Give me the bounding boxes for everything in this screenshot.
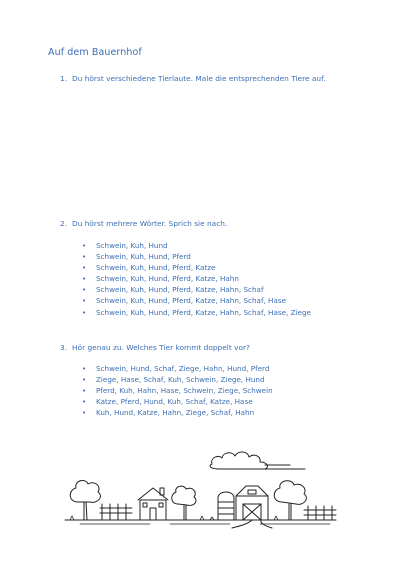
bullet: • — [82, 408, 87, 418]
task-1-number: 1. — [60, 74, 68, 83]
farm-illustration — [60, 440, 340, 530]
list-item — [82, 240, 311, 251]
bullet: • — [82, 263, 87, 273]
bullet: • — [82, 397, 87, 407]
bullet: • — [82, 285, 87, 295]
list-item-text: Schwein, Kuh, Hund, Pferd, Katze, Hahn, Schaf — [96, 285, 264, 295]
list-item — [82, 284, 311, 295]
list-item — [82, 273, 311, 284]
list-item-text: Schwein, Kuh, Hund, Pferd, Katze — [96, 263, 216, 273]
list-item-text: Schwein, Kuh, Hund, Pferd, Katze, Hahn, Schaf, Hase — [96, 296, 287, 306]
farmhouse — [138, 488, 168, 520]
task-3-word-list — [82, 363, 273, 418]
bullet: • — [82, 386, 87, 396]
list-item — [82, 262, 311, 273]
task-1 — [60, 73, 360, 84]
task-2-number: 2. — [60, 219, 68, 228]
bullet: • — [82, 252, 87, 262]
list-item — [82, 407, 273, 418]
task-2-instruction: Du hörst mehrere Wörter. Sprich sie nach. — [72, 219, 228, 228]
bullet: • — [82, 274, 87, 284]
bullet: • — [82, 241, 87, 250]
fence-right — [304, 506, 336, 520]
list-item — [82, 251, 311, 262]
task-2 — [60, 218, 360, 229]
bullet: • — [82, 375, 87, 385]
tree-left — [70, 481, 100, 520]
bullet: • — [82, 296, 87, 306]
task-3-number: 3. — [60, 343, 68, 352]
barn — [236, 486, 268, 520]
cloud-shape — [210, 452, 267, 469]
silo — [218, 492, 234, 520]
list-item-text: Pferd, Kuh, Hahn, Hase, Schwein, Ziege, Schwein — [96, 386, 273, 396]
task-3 — [60, 342, 360, 353]
task-1-instruction: Du hörst verschiedene Tierlaute. Male die entsprechenden Tiere auf. — [72, 74, 326, 83]
bullet: • — [82, 307, 87, 317]
list-item-text: Kuh, Hund, Katze, Hahn, Ziege, Schaf, Hahn — [96, 408, 255, 418]
list-item-text: Schwein, Kuh, Hund, Pferd, Katze, Hahn, Schaf, Hase, Ziege — [96, 307, 311, 317]
page-title: Auf dem Bauernhof — [48, 47, 142, 58]
list-item — [82, 363, 273, 374]
task-3-instruction: Hör genau zu. Welches Tier kommt doppelt vor? — [72, 343, 250, 352]
task-2-word-list — [82, 240, 311, 318]
list-item-text: Katze, Pferd, Hund, Kuh, Schaf, Katze, Hase — [96, 397, 253, 407]
list-item-text: Ziege, Hase, Schaf, Kuh, Schwein, Ziege, Hund — [96, 375, 265, 385]
list-item — [82, 374, 273, 385]
bullet: • — [82, 364, 87, 373]
list-item-text: Schwein, Hund, Schaf, Ziege, Hahn, Hund, Pferd — [96, 364, 270, 373]
list-item — [82, 295, 311, 306]
fence-left — [100, 504, 132, 520]
list-item — [82, 396, 273, 407]
list-item-text: Schwein, Kuh, Hund, Pferd, Katze, Hahn — [96, 274, 239, 284]
tree-right — [274, 481, 306, 520]
list-item-text: Schwein, Kuh, Hund — [96, 241, 168, 250]
list-item — [82, 385, 273, 396]
list-item — [82, 307, 311, 318]
tree-middle — [172, 486, 196, 520]
list-item-text: Schwein, Kuh, Hund, Pferd — [96, 252, 191, 262]
